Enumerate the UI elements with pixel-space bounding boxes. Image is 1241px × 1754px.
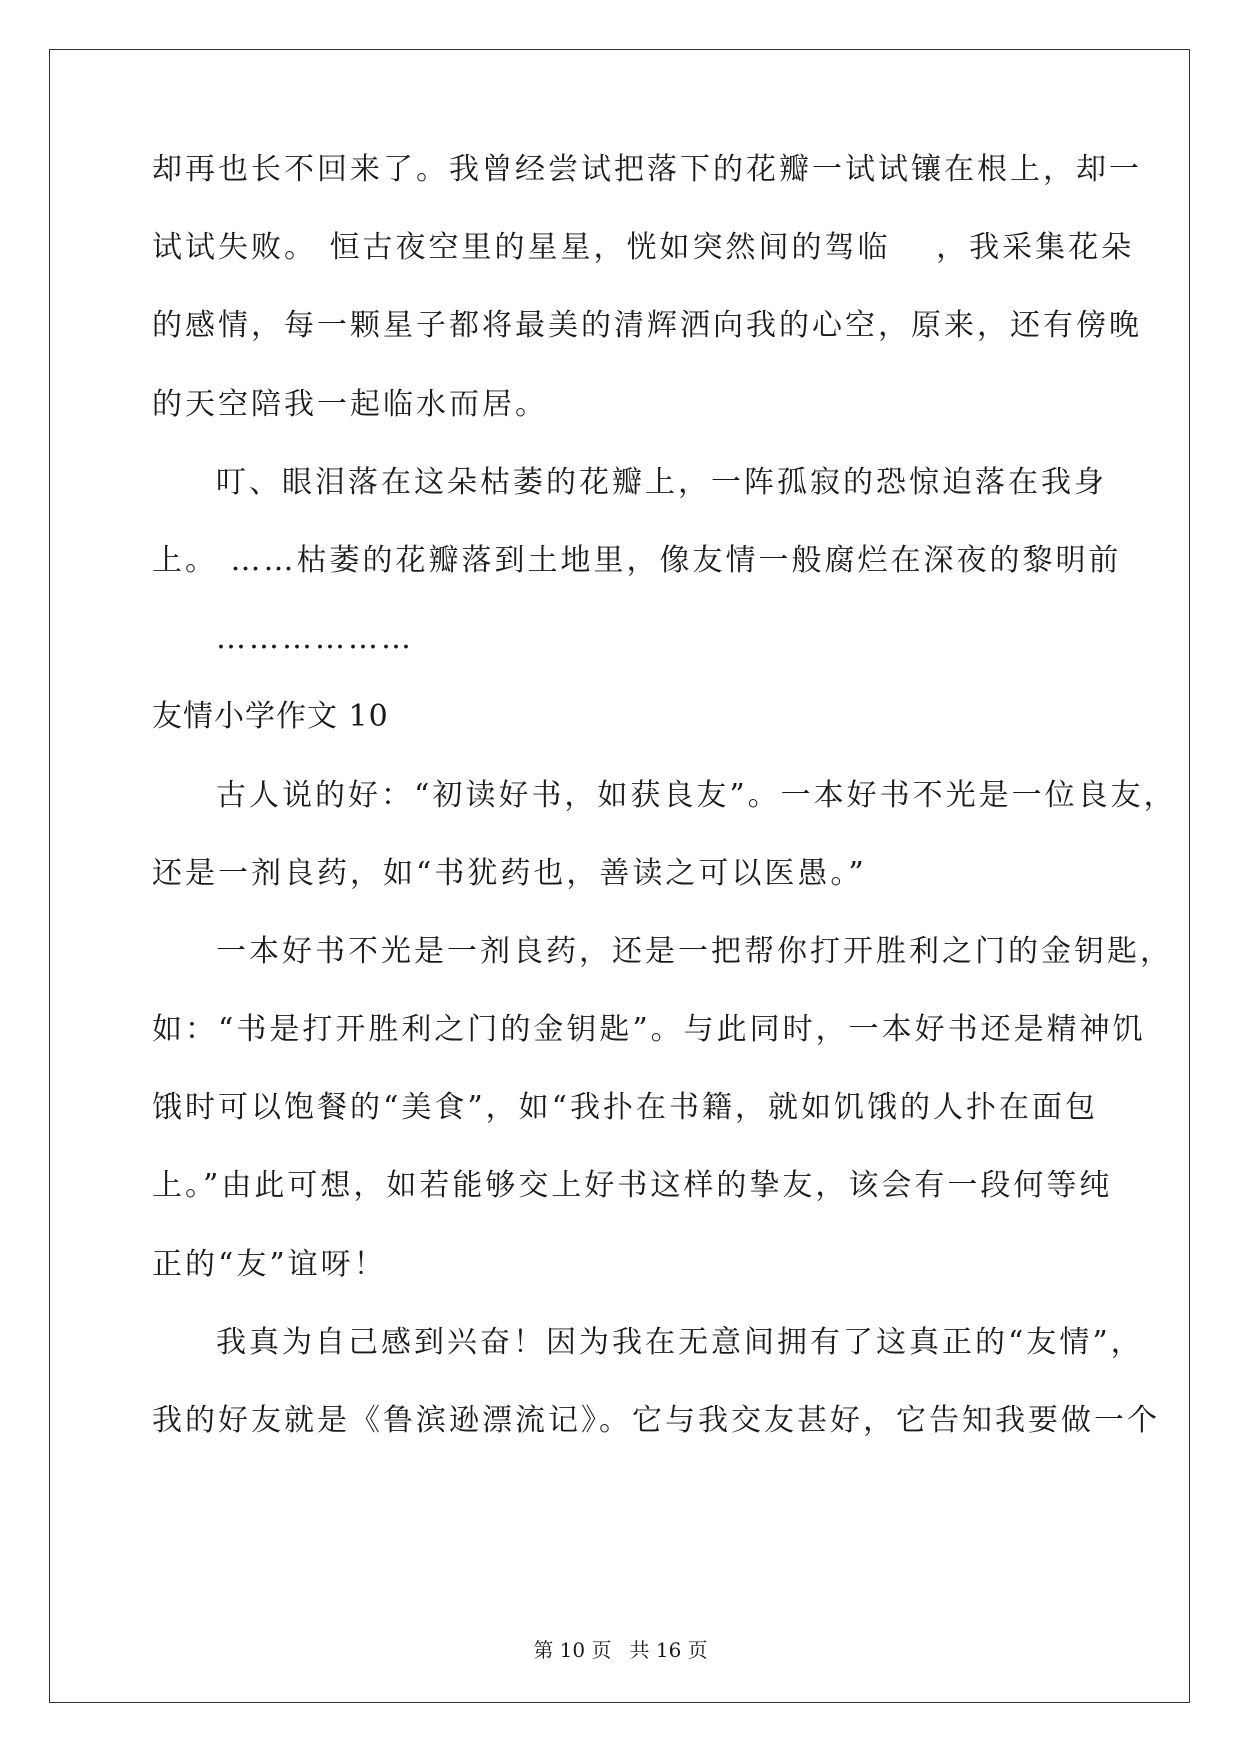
body-line: 古人说的好：“初读好书，如获良友”。一本好书不光是一位良友， — [216, 777, 1177, 813]
body-line: 的感情，每一颗星子都将最美的清辉洒向我的心空，原来，还有傍晚 — [152, 308, 1142, 344]
body-line: 正的“友”谊呀！ — [152, 1246, 387, 1282]
body-line: 上。”由此可想，如若能够交上好书这样的挚友，该会有一段何等纯 — [152, 1168, 1113, 1204]
body-line: 一本好书不光是一剂良药，还是一把帮你打开胜利之门的金钥匙， — [216, 933, 1173, 969]
body-line: 却再也长不回来了。我曾经尝试把落下的花瓣一试试镶在根上，却一 — [152, 152, 1142, 187]
body-line: 试试失败。 恒古夜空里的星星，恍如突然间的驾临 ，我采集花朵 — [152, 230, 1135, 266]
page-number: 第 10 页 — [533, 1638, 612, 1662]
document-body — [152, 150, 1177, 1479]
body-line: 叮、眼泪落在这朵枯萎的花瓣上，一阵孤寂的恐惊迫落在我身 — [216, 464, 1107, 500]
body-line: 我的好友就是《鲁滨逊漂流记》。它与我交友甚好，它告知我要做一个 — [152, 1403, 1160, 1438]
body-line: 饿时可以饱餐的“美食”，如“我扑在书籍，就如饥饿的人扑在面包 — [152, 1090, 1099, 1126]
ellipsis-line: ……………… — [216, 621, 414, 657]
body-line: 还是一剂良药，如“书犹药也，善读之可以医愚。” — [152, 855, 867, 891]
body-line: 如：“书是打开胜利之门的金钥匙”。与此同时，一本好书还是精神饥 — [152, 1012, 1146, 1048]
body-line: 我真为自己感到兴奋！因为我在无意间拥有了这真正的“友情”， — [216, 1324, 1144, 1360]
page-total: 共 16 页 — [629, 1638, 708, 1662]
body-line: 的天空陪我一起临水而居。 — [152, 386, 548, 422]
page-footer — [0, 1638, 1241, 1662]
section-heading: 友情小学作文 10 — [152, 699, 389, 735]
body-line: 上。 ……枯萎的花瓣落到土地里，像友情一般腐烂在深夜的黎明前 — [152, 542, 1122, 578]
